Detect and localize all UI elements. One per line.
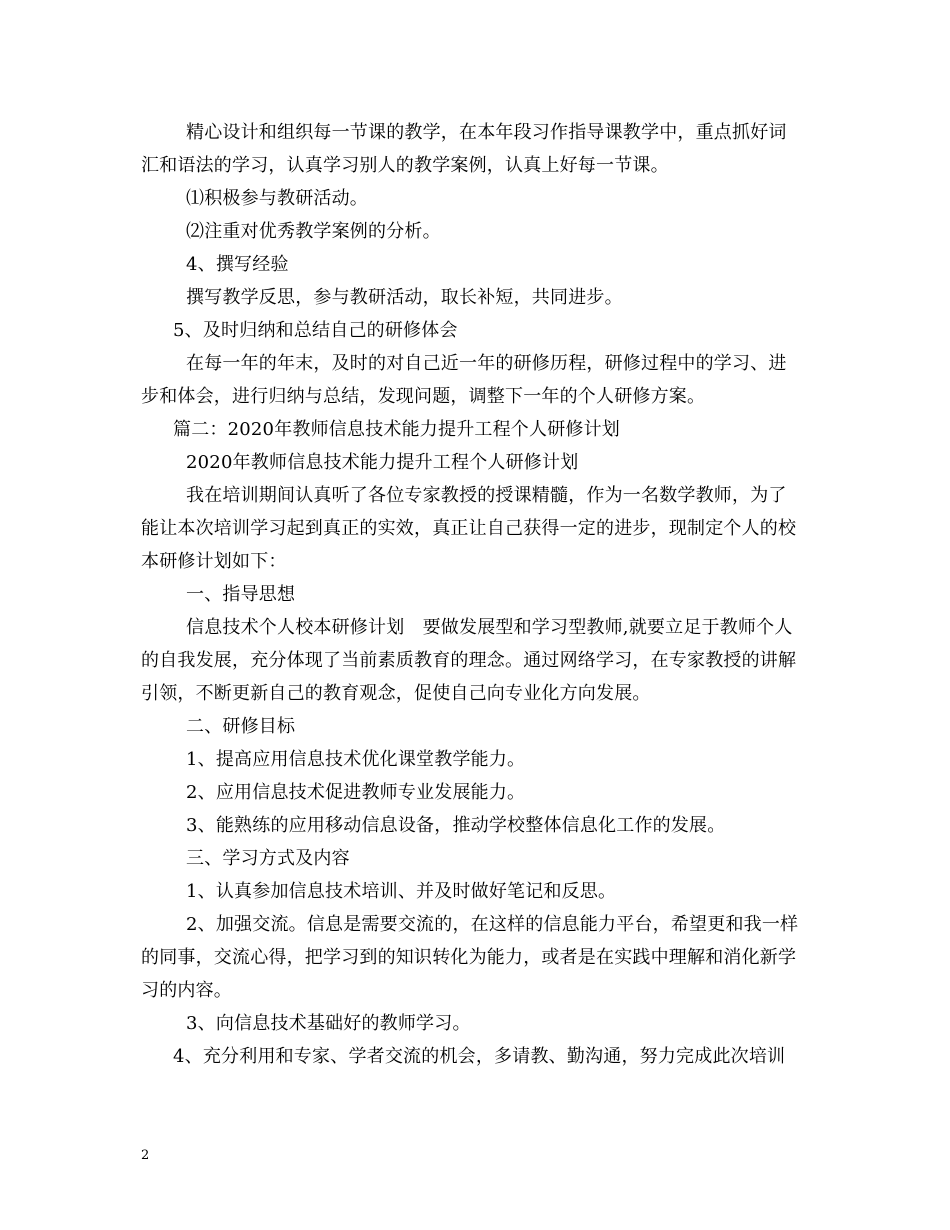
section-heading: 一、指导思想: [186, 584, 296, 605]
paragraph-line: 我在培训期间认真听了各位专家教授的授课精髓，作为一名数学教师，为了: [186, 485, 787, 506]
list-item: 3、能熟练的应用移动信息设备，推动学校整体信息化工作的发展。: [186, 815, 726, 836]
paragraph-line: 在每一年的年末，及时的对自己近一年的研修历程，研修过程中的学习、进: [186, 353, 787, 374]
article-title: 2020年教师信息技术能力提升工程个人研修计划: [186, 452, 579, 473]
section-heading: 二、研修目标: [186, 716, 296, 737]
list-item: 4、充分利用和专家、学者交流的机会，多请教、勤沟通，努力完成此次培训: [173, 1046, 786, 1067]
paragraph-line: 的同事，交流心得，把学习到的知识转化为能力，或者是在实践中理解和消化新学: [141, 947, 797, 968]
list-item: 2、应用信息技术促进教师专业发展能力。: [186, 782, 526, 803]
list-item: ⑵注重对优秀教学案例的分析。: [186, 221, 441, 242]
list-item: 3、向信息技术基础好的教师学习。: [186, 1013, 471, 1034]
paragraph-line: 步和体会，进行归纳与总结，发现问题，调整下一年的个人研修方案。: [141, 386, 706, 407]
section-heading: 三、学习方式及内容: [186, 848, 350, 869]
list-item: ⑴积极参与教研活动。: [186, 188, 368, 209]
paragraph-line: 撰写教学反思，参与教研活动，取长补短，共同进步。: [186, 287, 623, 308]
section-heading: 5、及时归纳和总结自己的研修体会: [173, 320, 458, 341]
section-heading: 4、撰写经验: [186, 254, 289, 275]
list-item: 1、认真参加信息技术培训、并及时做好笔记和反思。: [186, 881, 617, 902]
paragraph-line: 能让本次培训学习起到真正的实效，真正让自己获得一定的进步，现制定个人的校: [141, 518, 797, 539]
article-heading: 篇二：2020年教师信息技术能力提升工程个人研修计划: [173, 419, 621, 440]
paragraph-line: 的自我发展，充分体现了当前素质教育的理念。通过网络学习，在专家教授的讲解: [141, 650, 797, 671]
paragraph-line: 汇和语法的学习，认真学习别人的教学案例，认真上好每一节课。: [141, 155, 669, 176]
paragraph-line: 习的内容。: [141, 980, 232, 1001]
list-item: 1、提高应用信息技术优化课堂教学能力。: [186, 749, 526, 770]
page-number: 2: [141, 1148, 150, 1163]
body-text: [141, 116, 811, 1073]
paragraph-line: 本研修计划如下：: [141, 551, 287, 572]
paragraph-line: 信息技术个人校本研修计划 要做发展型和学习型教师,就要立足于教师个人: [186, 617, 793, 638]
paragraph-line: 引领，不断更新自己的教育观念，促使自己向专业化方向发展。: [141, 683, 651, 704]
paragraph-line: 精心设计和组织每一节课的教学，在本年段习作指导课教学中，重点抓好词: [186, 122, 787, 143]
list-item: 2、加强交流。信息是需要交流的，在这样的信息能力平台，希望更和我一样: [186, 914, 799, 935]
